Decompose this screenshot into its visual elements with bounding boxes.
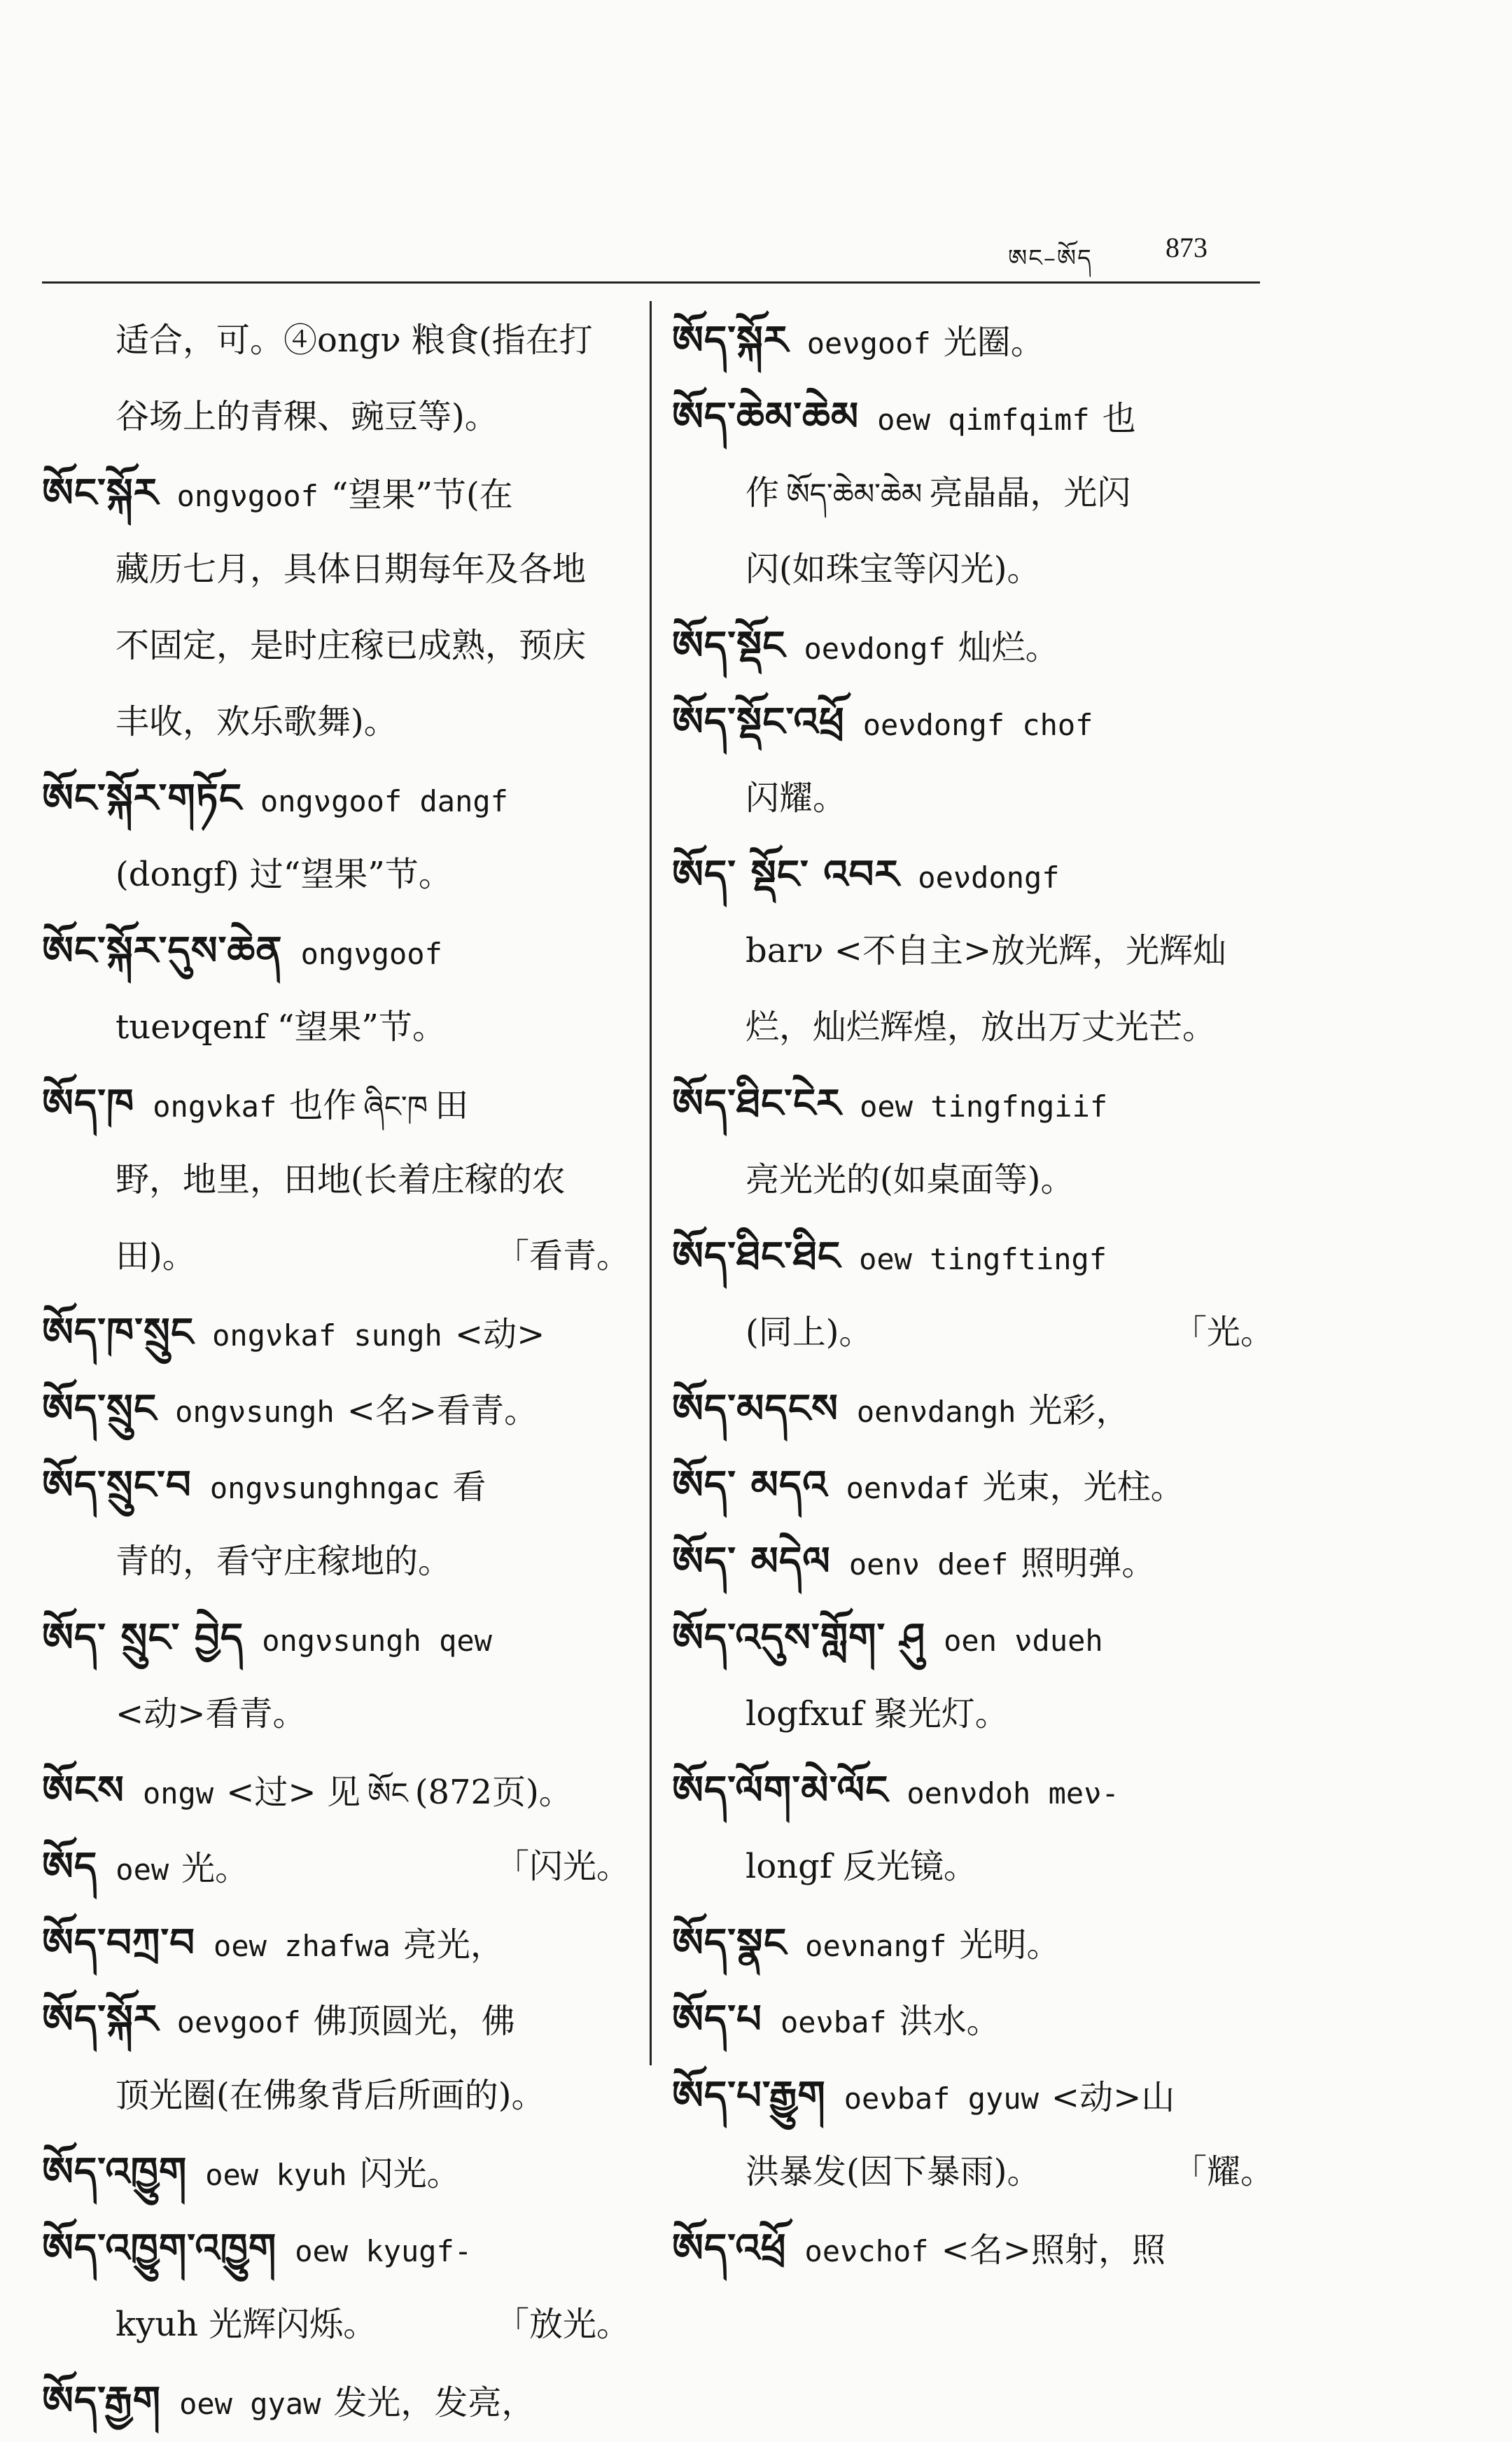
romanization: oew kyuh — [205, 2158, 347, 2192]
entry-line — [42, 1218, 637, 1295]
dictionary-entry — [42, 1371, 637, 1447]
entry-line — [672, 531, 1281, 608]
definition-text: 田)。 — [115, 1236, 196, 1276]
definition-text: 作 — [746, 473, 780, 512]
entry-line — [42, 1676, 637, 1752]
dictionary-entry — [42, 1905, 637, 1981]
romanization: oenν deef — [848, 1547, 1009, 1582]
romanization: oeνgoof — [176, 2005, 301, 2039]
definition-text: 也作 — [289, 1086, 357, 1125]
dictionary-entry — [672, 1066, 1281, 1218]
dictionary-entry — [672, 2210, 1281, 2287]
definition-text: 发光，发亮， — [333, 2383, 536, 2422]
entry-line — [42, 1447, 637, 1523]
tibetan-headword: ཨོངས — [42, 1768, 125, 1813]
dictionary-entry — [42, 1752, 637, 1829]
entry-line — [672, 1905, 1281, 1981]
definition-text: 闪光。 — [359, 2154, 461, 2193]
dictionary-entry — [42, 1600, 637, 1752]
romanization: ongνsungh qew — [262, 1624, 492, 1658]
definition-text: 野，地里，田地(长着庄稼的农 — [115, 1160, 566, 1199]
dictionary-entry — [672, 837, 1281, 1066]
romanization: ongνgoof — [300, 937, 442, 971]
romanization: ongνgoof — [176, 479, 318, 513]
tibetan-headword: ཨོད་སྐོར — [42, 1997, 159, 2042]
romanization: oew — [115, 1853, 169, 1887]
dictionary-entry — [42, 2210, 637, 2363]
romanization: oenνdangh — [856, 1395, 1016, 1429]
dictionary-entry — [42, 1295, 637, 1371]
definition-text: 不固定，是时庄稼已成熟，预庆 — [115, 626, 587, 665]
dictionary-entry — [672, 1752, 1281, 1905]
entry-line — [42, 1905, 637, 1981]
dictionary-entry — [672, 1981, 1281, 2058]
definition-text: longf 反光镜。 — [746, 1847, 977, 1886]
margin-note: 「看青。 — [495, 1236, 630, 1276]
dictionary-entry — [672, 1905, 1281, 1981]
romanization: oeνnangf — [805, 1929, 947, 1963]
romanization: oeνchof — [804, 2234, 929, 2268]
dictionary-entry — [42, 1066, 637, 1295]
definition-text: <过> 见 — [226, 1773, 360, 1812]
definition-text: kyuh 光辉闪烁。 — [115, 2305, 377, 2344]
tibetan-headword: ཨོད་པ — [672, 1997, 762, 2042]
definition-text: 亮光， — [402, 1925, 504, 1965]
entry-line — [42, 1523, 637, 1600]
entry-line — [672, 760, 1281, 837]
definition-text: 光圈。 — [943, 323, 1044, 362]
left-column — [42, 302, 637, 2439]
definition-text: (同上)。 — [746, 1313, 873, 1352]
definition-text: 丰收，欢乐歌舞)。 — [115, 702, 398, 741]
entry-line — [42, 531, 637, 608]
tibetan-variant: ཨོད་ཆེམ་ཆེམ — [786, 477, 923, 511]
definition-text: <名>照射，照 — [941, 2231, 1166, 2270]
entry-line — [672, 1218, 1281, 1295]
definition-text: <名>看青。 — [346, 1391, 538, 1430]
entry-line — [42, 2287, 637, 2363]
definition-text: 也 — [1102, 399, 1136, 438]
tibetan-headword: ཨོད་ཐིང་ཐིང — [672, 1234, 841, 1279]
column-divider — [650, 301, 652, 2065]
romanization: oeνbaf gyuw — [844, 2081, 1039, 2116]
definition-text: 看 — [452, 1467, 486, 1507]
definition-text: 洪暴发(因下暴雨)。 — [746, 2152, 1041, 2191]
entry-line — [42, 2058, 637, 2134]
dictionary-entry — [42, 455, 637, 760]
entry-line — [672, 2134, 1281, 2210]
tibetan-headword: ཨོད་ མདེལ — [672, 1539, 831, 1584]
tibetan-headword: ཨོད་ཁ་སྲུང — [42, 1310, 195, 1355]
tibetan-headword: ཨོད་འཕྲོ — [672, 2226, 787, 2271]
definition-text: <动>山 — [1051, 2078, 1175, 2117]
dictionary-entry — [672, 1371, 1281, 1447]
entry-line — [42, 2363, 637, 2439]
entry-line — [672, 1447, 1281, 1523]
dictionary-entry — [672, 1600, 1281, 1752]
definition-text: <动>看青。 — [115, 1694, 307, 1733]
tibetan-headword: ཨོད་བཀྲ་བ — [42, 1920, 196, 1966]
dictionary-entry — [42, 1981, 637, 2134]
dictionary-entry — [672, 302, 1281, 379]
definition-text: tueνqenf “望果”节。 — [115, 1007, 446, 1047]
entry-line — [42, 1981, 637, 2058]
tibetan-headword: ཨོད་ སྲུང་ བྱེད — [42, 1615, 244, 1661]
tibetan-headword: ཨོད་ཆེམ་ཆེམ — [672, 394, 860, 440]
tibetan-headword: ཨོད་འདུས་གློག་ ཤུ — [672, 1615, 926, 1661]
definition-text: logfxuf 聚光灯。 — [746, 1694, 1009, 1733]
margin-note: 「闪光。 — [495, 1847, 630, 1886]
entry-line — [42, 2210, 637, 2287]
entry-line — [672, 989, 1281, 1066]
tibetan-headword: ཨོད་རྒྱག — [42, 2378, 162, 2424]
tibetan-headword: ཨོད་སྲུང — [42, 1386, 158, 1432]
entry-line — [42, 1066, 637, 1142]
romanization: ongw — [142, 1776, 214, 1810]
tibetan-headword: ཨོད་པ་རྒྱུག — [672, 2073, 826, 2119]
entry-line — [672, 2210, 1281, 2287]
entry-line — [42, 1829, 637, 1905]
page-number: 873 — [1166, 232, 1208, 263]
entry-line — [42, 379, 637, 455]
romanization: oew tingftingf — [859, 1242, 1107, 1276]
dictionary-entry — [672, 379, 1281, 608]
entry-line — [42, 1295, 637, 1371]
definition-text: 适合，可。④ongν 粮食(指在打 — [115, 321, 593, 360]
romanization: oew kyugf- — [295, 2234, 472, 2268]
definition-text: 青的，看守庄稼地的。 — [115, 1542, 452, 1581]
entry-line — [672, 2058, 1281, 2134]
entry-line — [672, 455, 1281, 531]
definition-text: 光彩， — [1028, 1391, 1130, 1430]
entry-line — [672, 1523, 1281, 1600]
entry-line — [672, 302, 1281, 379]
romanization: oenνdaf — [846, 1471, 970, 1505]
romanization: oeνdongf — [918, 860, 1060, 895]
definition-text: 洪水。 — [899, 2002, 1000, 2041]
dictionary-entry — [672, 2058, 1281, 2210]
definition-text: 顶光圈(在佛象背后所画的)。 — [115, 2076, 545, 2115]
entry-line — [672, 1752, 1281, 1829]
dictionary-entry — [42, 1447, 637, 1600]
romanization: oeνdongf chof — [862, 708, 1093, 742]
dictionary-entry — [672, 1218, 1281, 1371]
dictionary-entry — [672, 1447, 1281, 1523]
romanization: oew zhafwa — [214, 1929, 391, 1963]
header-tab: ཨང–ཨོད — [1008, 244, 1093, 272]
definition-text: 光。 — [181, 1849, 249, 1888]
entry-line — [42, 989, 637, 1066]
tibetan-variant: ཞིང་ཁ — [363, 1089, 428, 1124]
dictionary-entry — [42, 913, 637, 1066]
entry-line — [672, 379, 1281, 455]
definition-text: 灿烂。 — [958, 628, 1059, 667]
dictionary-entry — [672, 1523, 1281, 1600]
entry-line — [672, 684, 1281, 760]
tibetan-headword: ཨོད་འཁྱུག་འཁྱུག — [42, 2226, 277, 2271]
definition-text: barν <不自主>放光辉，光辉灿 — [746, 931, 1227, 970]
entry-line — [42, 913, 637, 989]
definition-text: 烂，灿烂辉煌，放出万丈光芒。 — [746, 1007, 1217, 1047]
tibetan-headword: ཨོད་ཐིང་ངེར — [672, 1081, 842, 1126]
definition-text: 谷场上的青稞、豌豆等)。 — [115, 397, 498, 436]
tibetan-headword: ཨོང་སྐོར་གཏོང — [42, 776, 242, 821]
entry-line — [42, 608, 637, 684]
definition-text: 亮晶晶，光闪 — [929, 473, 1131, 512]
tibetan-headword: ཨོད་ སྡོང་ འབར — [672, 852, 900, 898]
dictionary-entry — [42, 2134, 637, 2210]
tibetan-headword: ཨོད་ལོག་མེ་ལོང — [672, 1768, 889, 1813]
entry-line — [672, 837, 1281, 913]
romanization: ongνkaf sungh — [212, 1318, 442, 1353]
entry-line — [672, 1981, 1281, 2058]
romanization: oenνdoh meν- — [906, 1776, 1119, 1810]
entry-line — [42, 1752, 637, 1829]
tibetan-headword: ཨོད་མདངས — [672, 1386, 839, 1432]
romanization: ongνgoof dangf — [260, 784, 508, 818]
tibetan-headword: ཨོད་ མདའ — [672, 1463, 828, 1508]
tibetan-headword: ཨོད་སྲུང་བ — [42, 1463, 192, 1508]
entry-line — [672, 1142, 1281, 1218]
entry-line — [42, 1371, 637, 1447]
entry-line — [672, 608, 1281, 684]
dictionary-entry — [42, 2363, 637, 2439]
romanization: oew qimfqimf — [877, 403, 1090, 437]
entry-line — [672, 1295, 1281, 1371]
definition-text: 照明弹。 — [1021, 1544, 1156, 1583]
definition-text: <动> — [454, 1315, 545, 1354]
definition-text: 亮光光的(如桌面等)。 — [746, 1160, 1074, 1199]
romanization: ongνkaf — [153, 1089, 277, 1124]
entry-line — [672, 1676, 1281, 1752]
entry-line — [42, 1142, 637, 1218]
dictionary-entry — [42, 1829, 637, 1905]
tibetan-headword: ཨོད་སྣང — [672, 1920, 788, 1966]
margin-note: 「光。 — [1172, 1313, 1274, 1352]
entry-line — [42, 2134, 637, 2210]
entry-line — [672, 1829, 1281, 1905]
definition-text: 佛顶圆光，佛 — [313, 2002, 515, 2041]
tibetan-headword: ཨོང་སྐོར — [42, 470, 159, 516]
definition-text: (dongf) 过“望果”节。 — [115, 855, 452, 894]
romanization: ongνsunghngac — [209, 1471, 440, 1505]
definition-text: “望果”节(在 — [330, 475, 513, 515]
romanization: oew tingfngiif — [860, 1089, 1108, 1124]
entry-line — [672, 1371, 1281, 1447]
romanization: oen νdueh — [944, 1624, 1103, 1658]
entry-line — [42, 455, 637, 531]
romanization: oew gyaw — [179, 2387, 321, 2421]
romanization: oeνgoof — [806, 326, 931, 361]
definition-text: 田 — [435, 1086, 469, 1125]
entry-line — [672, 1066, 1281, 1142]
margin-note: 「放光。 — [495, 2305, 630, 2344]
romanization: ongνsungh — [175, 1395, 335, 1429]
tibetan-variant: ཨོང — [367, 1776, 408, 1810]
tibetan-headword: ཨོང་སྐོར་དུས་ཆེན — [42, 928, 283, 974]
entry-line — [42, 837, 637, 913]
romanization: oeνbaf — [780, 2005, 887, 2039]
romanization: oeνdongf — [804, 632, 946, 666]
dictionary-entry — [42, 302, 637, 455]
entry-line — [672, 1600, 1281, 1676]
definition-text: (872页)。 — [414, 1773, 573, 1812]
entry-line — [42, 302, 637, 379]
definition-text: 光束，光柱。 — [982, 1467, 1184, 1507]
definition-text: 藏历七月，具体日期每年及各地 — [115, 550, 587, 589]
margin-note: 「耀。 — [1172, 2152, 1274, 2191]
tibetan-headword: ཨོད་སྡོང — [672, 623, 786, 669]
right-column — [672, 302, 1281, 2287]
entry-line — [42, 684, 637, 760]
definition-text: 光明。 — [959, 1925, 1060, 1965]
dictionary-entry — [672, 684, 1281, 837]
header-rule — [42, 281, 1260, 284]
tibetan-headword: ཨོད་སྐོར — [672, 318, 789, 363]
entry-line — [42, 1600, 637, 1676]
definition-text: 闪耀。 — [746, 779, 847, 818]
tibetan-headword: ཨོད་སྡོང་འཕྲོ — [672, 699, 845, 745]
tibetan-headword: ཨོད་ཁ — [42, 1081, 135, 1126]
entry-line — [42, 760, 637, 837]
tibetan-headword: ཨོད་འཁྱུག — [42, 2149, 188, 2195]
dictionary-entry — [42, 760, 637, 913]
definition-text: 闪(如珠宝等闪光)。 — [746, 550, 1041, 589]
dictionary-entry — [672, 608, 1281, 684]
tibetan-headword: ཨོད — [42, 1844, 98, 1890]
entry-line — [672, 913, 1281, 989]
